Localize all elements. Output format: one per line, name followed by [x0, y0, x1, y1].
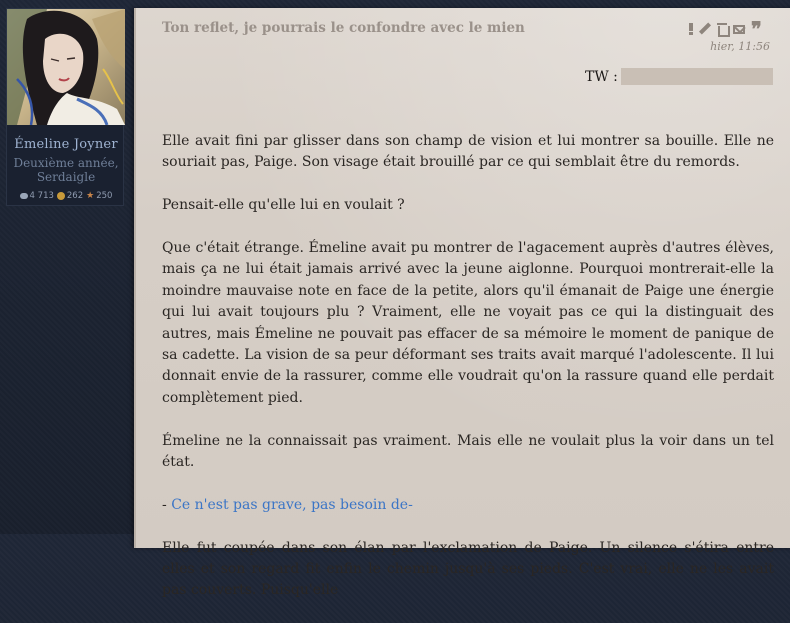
- paragraph: Émeline ne la connaissait pas vraiment. Mais elle ne voulait plus la voir dans un tel état.: [162, 432, 774, 471]
- author-stats: [7, 191, 125, 201]
- avatar[interactable]: [7, 9, 125, 125]
- post-date: hier, 11:56: [710, 40, 770, 53]
- trigger-warning-label: TW :: [585, 69, 618, 85]
- paragraph: Pensait-elle qu'elle lui en voulait ?: [162, 197, 405, 214]
- dialogue-dash: -: [162, 496, 172, 513]
- author-name[interactable]: Émeline Joyner: [14, 137, 118, 152]
- author-rank-house: Serdaigle: [36, 170, 96, 184]
- stat-stars-value: 250: [96, 191, 113, 201]
- post-actions: [689, 17, 762, 41]
- author-profile-card: [6, 8, 124, 206]
- stat-coins-value: 262: [66, 191, 84, 201]
- star-icon: ★: [86, 191, 95, 201]
- report-icon[interactable]: [689, 23, 693, 35]
- post-body: [162, 131, 774, 623]
- message-icon[interactable]: [733, 25, 745, 34]
- quote-icon[interactable]: ❞: [751, 17, 762, 41]
- portrait-image: [7, 9, 125, 125]
- dialogue-line: [162, 495, 774, 516]
- stat-messages-value: 4 713: [29, 191, 54, 201]
- trigger-warning-spoiler[interactable]: [621, 68, 773, 85]
- delete-icon[interactable]: [717, 23, 727, 35]
- forum-post: [134, 8, 790, 599]
- post-title[interactable]: Ton reflet, je pourrais le confondre avec le mien: [162, 20, 525, 36]
- paragraph: Elle avait fini par glisser dans son champ de vision et lui montrer sa bouille. Elle ne souriait pas, Paige. Son visage était brouillé par ce qui semblait être du remords.: [162, 133, 774, 171]
- dialogue-text: Ce n'est pas grave, pas besoin de-: [171, 496, 413, 513]
- edit-icon[interactable]: [699, 23, 711, 35]
- coin-icon: [57, 192, 65, 200]
- stat-coins: [57, 191, 83, 201]
- stat-messages: [20, 191, 54, 201]
- speech-bubble-icon: [20, 193, 28, 199]
- paragraph: Elle fut coupée dans son élan par l'exclamation de Paige. Un silence s'étira entre elles et son regard fit enfin le chemin jusqu'à ses pieds. C'est vrai, elle ne les avait pas couverts. Puisqu'elle: [162, 539, 774, 599]
- paragraph: Que c'était étrange. Émeline avait pu montrer de l'agacement auprès d'autres élèves, mais ça ne lui était jamais arrivé avec la jeune aiglonne. Pourquoi montrerait-elle la moindre mauvaise note en face de la petite, alors qu'il émanait de Paige une énergie qui lui avait toujours plu ? Vraiment, elle ne voyait pas ce qui la distinguait des autres, mais Émeline ne pouvait pas effacer de sa mémoire le moment de panique de sa cadette. La vision de sa peur déformant ses traits avait marqué l'adolescente. Il lui donnait envie de la rassurer, comme elle voudrait qu'on la rassure quand elle perdait complètement pied.: [162, 240, 774, 406]
- stat-stars: [86, 191, 112, 201]
- author-rank: [7, 156, 125, 184]
- author-rank-year: Deuxième année,: [13, 156, 119, 170]
